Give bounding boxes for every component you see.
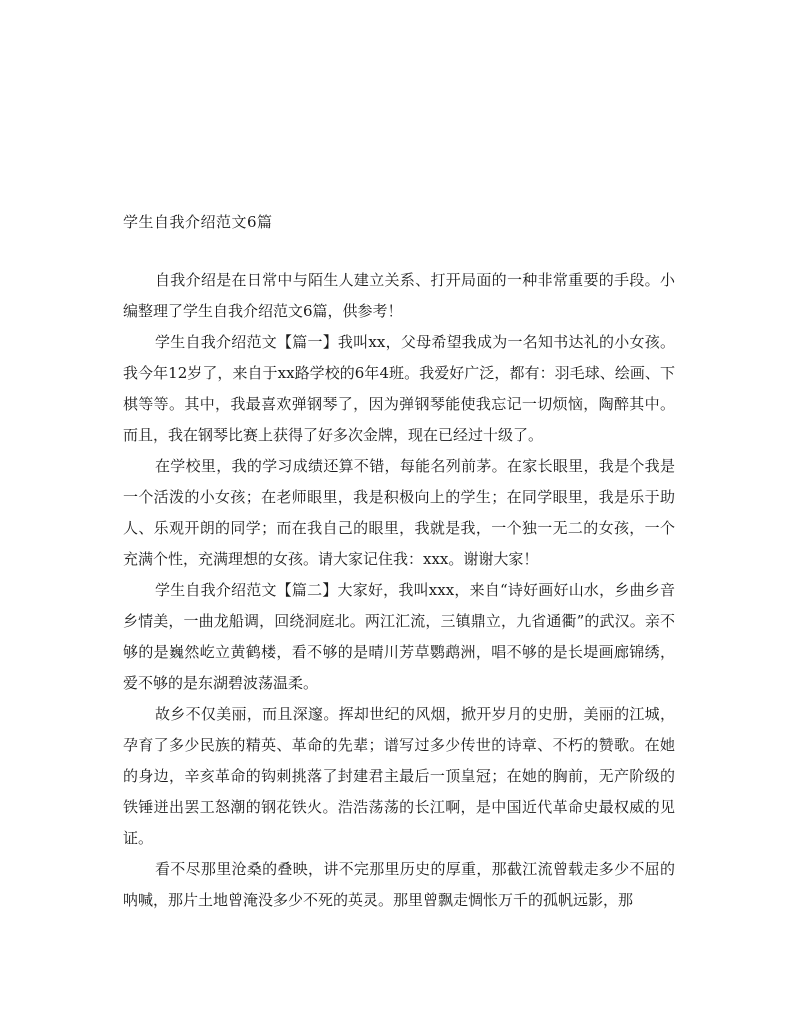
paragraph-hometown: 故乡不仅美丽，而且深邃。挥却世纪的风烟，掀开岁月的史册，美丽的江城，孕育了多少民族的精英、革命的先辈；谱写过多少传世的诗章、不朽的赞歌。在她的身边，辛亥革命的钩刺挑落了封建君主最后一顶皇冠；在她的胸前，无产阶级的铁锤迸出罢工怒潮的钢花铁火。浩浩荡荡的长江啊，是中国近代革命史最权威的见证。	[123, 705, 675, 847]
paragraph-school-life: 在学校里，我的学习成绩还算不错，每能名列前茅。在家长眼里，我是个我是一个活泼的小女孩；在老师眼里，我是积极向上的学生；在同学眼里，我是乐于助人、乐观开朗的同学；而在我自己的眼里，我就是我，一个独一无二的女孩，一个充满个性，充满理想的女孩。请大家记住我：xxx。谢谢大家！	[123, 457, 675, 568]
paragraph-history: 看不尽那里沧桑的叠映，讲不完那里历史的厚重，那截江流曾载走多少不屈的呐喊，那片土地曾淹没多少不死的英灵。那里曾飘走惆怅万千的孤帆远影，那	[123, 860, 675, 909]
paragraph-sample-two: 学生自我介绍范文【篇二】大家好，我叫xxx，来自“诗好画好山水，乡曲乡音乡情美，一曲龙船调，回绕洞庭北。两江汇流，三镇鼎立，九省通衢”的武汉。亲不够的是巍然屹立黄鹤楼，看不够的是晴川芳草鹦鹉洲，唱不够的是长堤画廊锦绣，爱不够的是东湖碧波荡温柔。	[123, 581, 675, 692]
document-body	[123, 265, 675, 916]
paragraph-intro: 自我介绍是在日常中与陌生人建立关系、打开局面的一种非常重要的手段。小编整理了学生自我介绍范文6篇，供参考！	[123, 271, 675, 320]
paragraph-sample-one: 学生自我介绍范文【篇一】我叫xx，父母希望我成为一名知书达礼的小女孩。我今年12岁了，来自于xx路学校的6年4班。我爱好广泛，都有：羽毛球、绘画、下棋等等。其中，我最喜欢弹钢琴了，因为弹钢琴能使我忘记一切烦恼，陶醉其中。而且，我在钢琴比赛上获得了好多次金牌，现在已经过十级了。	[123, 333, 675, 444]
document-title: 学生自我介绍范文6篇	[123, 213, 273, 231]
